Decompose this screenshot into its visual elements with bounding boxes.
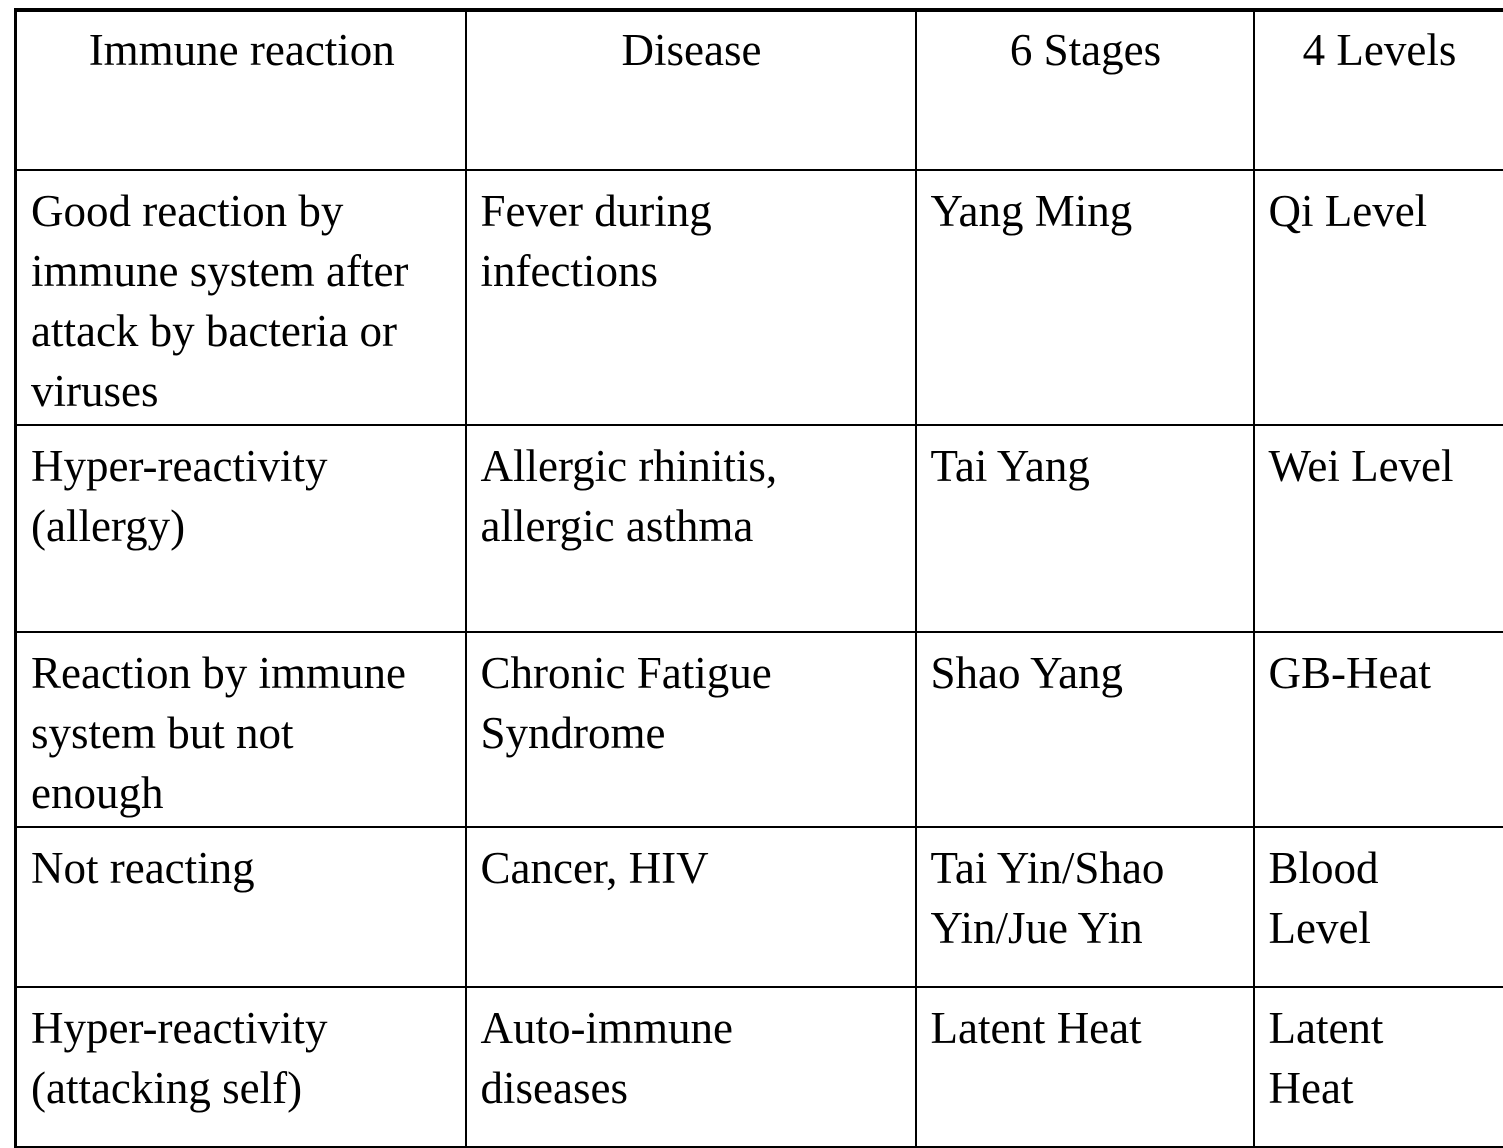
cell-text-line: Syndrome <box>481 703 903 763</box>
header-immune-reaction: Immune reaction <box>16 10 466 170</box>
level-cell <box>1254 632 1503 827</box>
cell-text-line: Qi Level <box>1269 181 1491 241</box>
cell-text-line: Reaction by immune <box>31 643 453 703</box>
disease-cell <box>466 425 916 632</box>
header-6-stages: 6 Stages <box>916 10 1254 170</box>
table-row <box>16 987 1503 1147</box>
cell-text-line: Tai Yin/Shao <box>931 838 1241 898</box>
stage-cell <box>916 170 1254 425</box>
disease-cell <box>466 632 916 827</box>
cell-text-line: (attacking self) <box>31 1058 453 1118</box>
cell-text-line: Wei Level <box>1269 436 1491 496</box>
immune-reaction-cell <box>16 632 466 827</box>
level-cell <box>1254 987 1503 1147</box>
cell-text-line: Cancer, HIV <box>481 838 903 898</box>
cell-text-line: Yin/Jue Yin <box>931 898 1241 958</box>
immune-reaction-cell <box>16 987 466 1147</box>
cell-text-line: Shao Yang <box>931 643 1241 703</box>
stage-cell <box>916 425 1254 632</box>
cell-text-line: Allergic rhinitis, <box>481 436 903 496</box>
cell-text-line: Chronic Fatigue <box>481 643 903 703</box>
cell-text-line: Not reacting <box>31 838 453 898</box>
level-cell <box>1254 827 1503 987</box>
cell-text-line: attack by bacteria or <box>31 301 453 361</box>
cell-text-line: Heat <box>1269 1058 1491 1118</box>
cell-text-line: Hyper-reactivity <box>31 436 453 496</box>
cell-text-line: Auto-immune <box>481 998 903 1058</box>
table-row <box>16 632 1503 827</box>
disease-cell <box>466 827 916 987</box>
stage-cell <box>916 827 1254 987</box>
cell-text-line: Hyper-reactivity <box>31 998 453 1058</box>
cell-text-line: allergic asthma <box>481 496 903 556</box>
cell-text-line: diseases <box>481 1058 903 1118</box>
header-4-levels: 4 Levels <box>1254 10 1503 170</box>
cell-text-line: GB-Heat <box>1269 643 1491 703</box>
stage-cell <box>916 632 1254 827</box>
cell-text-line: Latent <box>1269 998 1491 1058</box>
level-cell <box>1254 425 1503 632</box>
cell-text-line: Fever during <box>481 181 903 241</box>
cell-text-line: infections <box>481 241 903 301</box>
table-row <box>16 425 1503 632</box>
disease-cell <box>466 987 916 1147</box>
cell-text-line: immune system after <box>31 241 453 301</box>
cell-text-line: system but not <box>31 703 453 763</box>
table-row <box>16 170 1503 425</box>
cell-text-line: Latent Heat <box>931 998 1241 1058</box>
cell-text-line: viruses <box>31 361 453 421</box>
cell-text-line: (allergy) <box>31 496 453 556</box>
cell-text-line: Tai Yang <box>931 436 1241 496</box>
immune-reaction-cell <box>16 425 466 632</box>
immune-reaction-cell <box>16 827 466 987</box>
table-row <box>16 827 1503 987</box>
header-disease: Disease <box>466 10 916 170</box>
immune-disease-table <box>14 8 1503 1148</box>
immune-reaction-cell <box>16 170 466 425</box>
cell-text-line: enough <box>31 763 453 823</box>
cell-text-line: Good reaction by <box>31 181 453 241</box>
table-body <box>16 170 1503 1147</box>
header-row <box>16 10 1503 170</box>
level-cell <box>1254 170 1503 425</box>
stage-cell <box>916 987 1254 1147</box>
cell-text-line: Blood <box>1269 838 1491 898</box>
disease-cell <box>466 170 916 425</box>
cell-text-line: Yang Ming <box>931 181 1241 241</box>
cell-text-line: Level <box>1269 898 1491 958</box>
